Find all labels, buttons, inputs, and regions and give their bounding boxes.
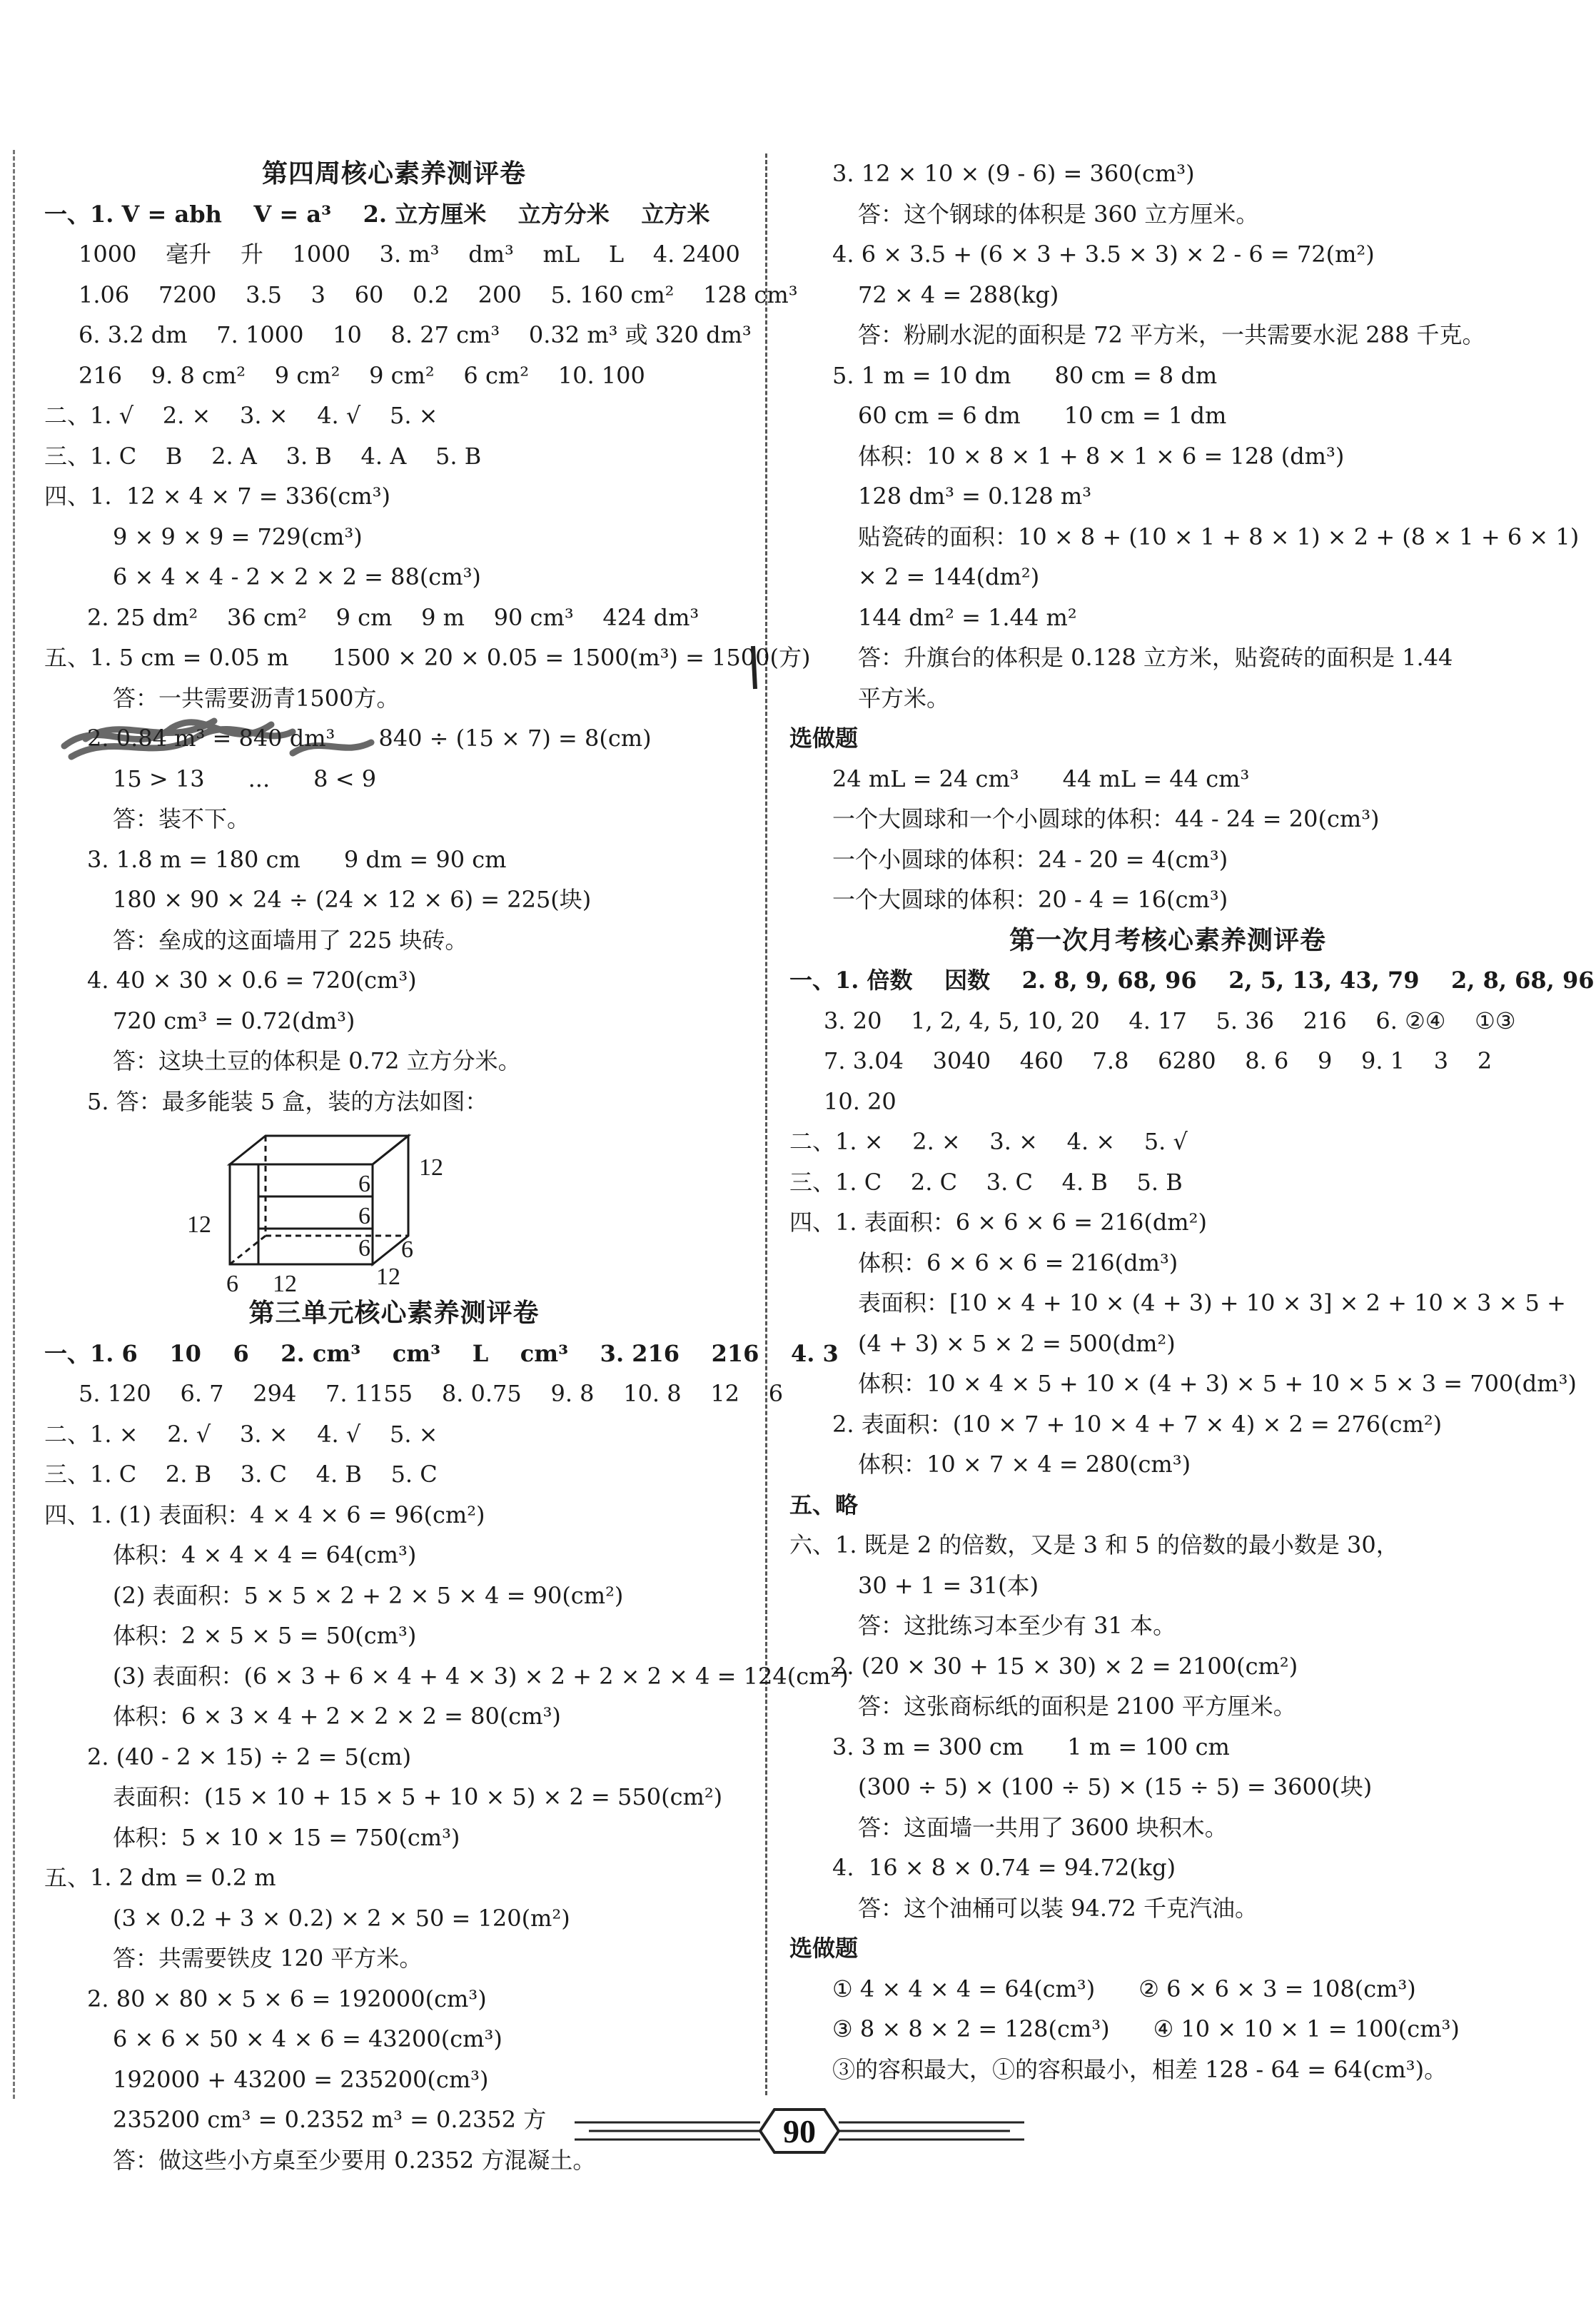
- answer-line: 7. 3.04 3040 460 7.8 6280 8. 6 9 9. 1 3 2: [824, 1047, 1493, 1074]
- answer-line: 体积：5 × 10 × 15 = 750(cm³): [113, 1823, 460, 1851]
- answer-line: × 2 = 144(dm²): [858, 563, 1040, 590]
- answer-line: 一、1. 倍数 因数 2. 8, 9, 68, 96 2, 5, 13, 43, 79 2, 8, 68, 96: [789, 967, 1595, 994]
- answer-line: 192000 + 43200 = 235200(cm³): [113, 2065, 489, 2093]
- cuboid-drawing: [187, 1122, 487, 1293]
- fig-label: 6: [226, 1271, 238, 1293]
- answer-line: 3. 12 × 10 × (9 - 6) = 360(cm³): [832, 160, 1195, 187]
- answer-line: 3. 1.8 m = 180 cm 9 dm = 90 cm: [87, 845, 507, 873]
- ink-mark: [742, 642, 764, 692]
- answer-line: 5. 答：最多能装 5 盒，装的方法如图：: [87, 1087, 488, 1115]
- answer-line: 一、1. V = abh V = a³ 2. 立方厘米 立方分米 立方米: [44, 200, 710, 228]
- answer-line: 体积：10 × 4 × 5 + 10 × (4 + 3) × 5 + 10 × 5 × 3 = 700(dm³): [858, 1370, 1577, 1397]
- answer-line: 二、1. √ 2. × 3. × 4. √ 5. ×: [44, 402, 438, 429]
- answer-line: (2) 表面积：5 × 5 × 2 + 2 × 5 × 4 = 90(cm²): [113, 1581, 624, 1609]
- answer-line: 2. 表面积：(10 × 7 + 10 × 4 + 7 × 4) × 2 = 276(cm²): [832, 1410, 1443, 1438]
- cuboid-packing-figure: [44, 1122, 744, 1293]
- fig-label: 12: [419, 1154, 443, 1181]
- answer-line: 1.06 7200 3.5 3 60 0.2 200 5. 160 cm² 128 cm³: [79, 281, 798, 308]
- answer-line: 二、1. × 2. × 3. × 4. × 5. √: [789, 1128, 1188, 1155]
- answer-line: 9 × 9 × 9 = 729(cm³): [113, 523, 363, 550]
- answer-line: 6 × 6 × 50 × 4 × 6 = 43200(cm³): [113, 2025, 502, 2052]
- right-column: [789, 153, 1595, 2090]
- answer-line: 四、1. (1) 表面积：4 × 4 × 6 = 96(cm²): [44, 1501, 485, 1528]
- answer-line: 答：这张商标纸的面积是 2100 平方厘米。: [858, 1693, 1296, 1720]
- answer-line: 答：垒成的这面墙用了 225 块砖。: [113, 926, 468, 954]
- section-title-unit3: 第三单元核心素养测评卷: [248, 1298, 540, 1328]
- page-number: 90: [783, 2113, 816, 2150]
- answer-line: 4. 16 × 8 × 0.74 = 94.72(kg): [832, 1854, 1176, 1881]
- answer-line: 答：共需要铁皮 120 平方米。: [113, 1945, 423, 1972]
- answer-line: 答：粉刷水泥的面积是 72 平方米，一共需要水泥 288 千克。: [858, 321, 1485, 348]
- answer-line: 三、1. C 2. B 3. C 4. B 5. C: [44, 1461, 438, 1488]
- answer-line: 答：装不下。: [113, 805, 251, 832]
- answer-line: 五、1. 5 cm = 0.05 m 1500 × 20 × 0.05 = 1500(m³) = 1500(方): [44, 644, 811, 671]
- answer-line: 答：一共需要沥青1500方。: [113, 684, 400, 712]
- answer-line: 6 × 4 × 4 - 2 × 2 × 2 = 88(cm³): [113, 563, 481, 590]
- answer-line: 3. 3 m = 300 cm 1 m = 100 cm: [832, 1733, 1230, 1760]
- answer-line: 答：做这些小方桌至少要用 0.2352 方混凝土。: [113, 2146, 596, 2174]
- answer-line: 60 cm = 6 dm 10 cm = 1 dm: [858, 402, 1227, 429]
- answer-line: 2. 25 dm² 36 cm² 9 cm 9 m 90 cm³ 424 dm³: [87, 603, 699, 631]
- answer-line: (4 + 3) × 5 × 2 = 500(dm²): [858, 1329, 1176, 1357]
- page-number-badge: [567, 2095, 1031, 2167]
- answer-line: 一个大圆球的体积：20 - 4 = 16(cm³): [832, 886, 1228, 913]
- answer-line: 答：这批练习本至少有 31 本。: [858, 1612, 1176, 1639]
- fig-label: 6: [401, 1236, 413, 1263]
- section-title-monthly-test1: 第一次月考核心素养测评卷: [1009, 924, 1326, 955]
- answer-line: 4. 40 × 30 × 0.6 = 720(cm³): [87, 967, 417, 994]
- answer-line: 贴瓷砖的面积：10 × 8 + (10 × 1 + 8 × 1) × 2 + (8 × 1 + 6 × 1): [858, 523, 1580, 550]
- answer-line: 一个大圆球和一个小圆球的体积：44 - 24 = 20(cm³): [832, 805, 1380, 832]
- optional-heading: 选做题: [789, 725, 859, 752]
- answer-line: 四、1. 表面积：6 × 6 × 6 = 216(dm²): [789, 1209, 1207, 1236]
- fig-label: 12: [273, 1271, 297, 1293]
- answer-line: 答：这个油桶可以装 94.72 千克汽油。: [858, 1894, 1258, 1922]
- answer-line: 体积：6 × 6 × 6 = 216(dm³): [858, 1249, 1178, 1276]
- fig-label: 6: [358, 1171, 370, 1197]
- fig-label: 12: [187, 1211, 211, 1238]
- answer-line: 10. 20: [824, 1087, 897, 1115]
- answer-line: 1000 毫升 升 1000 3. m³ dm³ mL L 4. 2400: [79, 241, 740, 268]
- answer-line: 体积：10 × 8 × 1 + 8 × 1 × 6 = 128 (dm³): [858, 442, 1345, 470]
- answer-line: 128 dm³ = 0.128 m³: [858, 483, 1092, 510]
- answer-line: 72 × 4 = 288(kg): [858, 281, 1059, 308]
- answer-line: 2. 80 × 80 × 5 × 6 = 192000(cm³): [87, 1985, 487, 2012]
- answer-line: 30 + 1 = 31(本): [858, 1571, 1039, 1599]
- answer-line: 四、1. 12 × 4 × 7 = 336(cm³): [44, 483, 390, 510]
- answer-line: 体积：6 × 3 × 4 + 2 × 2 × 2 = 80(cm³): [113, 1703, 561, 1730]
- answer-line: 表面积：(15 × 10 + 15 × 5 + 10 × 5) × 2 = 550(cm²): [113, 1783, 723, 1810]
- fig-label: 6: [358, 1203, 370, 1229]
- answer-line: 二、1. × 2. √ 3. × 4. √ 5. ×: [44, 1420, 438, 1448]
- answer-line: 一个小圆球的体积：24 - 20 = 4(cm³): [832, 845, 1228, 873]
- answer-line: 三、1. C B 2. A 3. B 4. A 5. B: [44, 442, 482, 470]
- answer-line: 180 × 90 × 24 ÷ (24 × 12 × 6) = 225(块): [113, 886, 592, 913]
- answer-line: (3 × 0.2 + 3 × 0.2) × 2 × 50 = 120(m²): [113, 1904, 570, 1932]
- answer-line: 体积：4 × 4 × 4 = 64(cm³): [113, 1541, 417, 1568]
- answer-line: 235200 cm³ = 0.2352 m³ = 0.2352 方: [113, 2106, 547, 2133]
- ink-scribble: [57, 703, 414, 767]
- answer-line: 答：这面墙一共用了 3600 块积木。: [858, 1813, 1228, 1841]
- fig-label: 12: [376, 1264, 400, 1290]
- answer-line: 五、略: [789, 1491, 859, 1518]
- answer-line: (300 ÷ 5) × (100 ÷ 5) × (15 ÷ 5) = 3600(块): [858, 1773, 1373, 1800]
- answer-line: 答：这个钢球的体积是 360 立方厘米。: [858, 200, 1259, 228]
- answer-line: 体积：10 × 7 × 4 = 280(cm³): [858, 1451, 1191, 1478]
- answer-line: ③的容积最大，①的容积最小，相差 128 - 64 = 64(cm³)。: [832, 2055, 1448, 2083]
- margin-dashed-line: [13, 150, 15, 2099]
- answer-line: 15 > 13 ... 8 < 9: [113, 765, 377, 792]
- answer-line: 答：这块土豆的体积是 0.72 立方分米。: [113, 1047, 521, 1074]
- answer-line: 一、1. 6 10 6 2. cm³ cm³ L cm³ 3. 216 216 4. 3: [44, 1339, 839, 1367]
- answer-line: 答：升旗台的体积是 0.128 立方米，贴瓷砖的面积是 1.44: [858, 644, 1453, 671]
- page-footer: [0, 2095, 1596, 2167]
- answer-line: (3) 表面积：(6 × 3 + 6 × 4 + 4 × 3) × 2 + 2 × 2 × 4 = 124(cm²): [113, 1662, 849, 1690]
- answer-line: 六、1. 既是 2 的倍数，又是 3 和 5 的倍数的最小数是 30，: [789, 1531, 1399, 1558]
- answer-line: 5. 1 m = 10 dm 80 cm = 8 dm: [832, 361, 1218, 389]
- answer-line: 216 9. 8 cm² 9 cm² 9 cm² 6 cm² 10. 100: [79, 361, 645, 389]
- answer-line: ③ 8 × 8 × 2 = 128(cm³) ④ 10 × 10 × 1 = 100(cm³): [832, 2015, 1460, 2042]
- fig-label: 6: [358, 1235, 370, 1261]
- answer-line: 144 dm² = 1.44 m²: [858, 603, 1077, 631]
- answer-line: 2. (20 × 30 + 15 × 30) × 2 = 2100(cm²): [832, 1652, 1298, 1680]
- answer-line: 6. 3.2 dm 7. 1000 10 8. 27 cm³ 0.32 m³ 或 320 dm³: [79, 321, 752, 348]
- answer-line: 3. 20 1, 2, 4, 5, 10, 20 4. 17 5. 36 216 6. ②④ ①③: [824, 1007, 1516, 1034]
- answer-line: 24 mL = 24 cm³ 44 mL = 44 cm³: [832, 765, 1250, 792]
- section-title-week4: 第四周核心素养测评卷: [261, 158, 526, 188]
- answer-line: 720 cm³ = 0.72(dm³): [113, 1007, 355, 1034]
- answer-line: 表面积：[10 × 4 + 10 × (4 + 3) + 10 × 3] × 2 + 10 × 3 × 5 +: [858, 1289, 1566, 1316]
- answer-line: 平方米。: [858, 684, 950, 712]
- answer-line: 2. (40 - 2 × 15) ÷ 2 = 5(cm): [87, 1743, 412, 1770]
- answer-line: 体积：2 × 5 × 5 = 50(cm³): [113, 1622, 417, 1649]
- optional-heading: 选做题: [789, 1935, 859, 1962]
- answer-line: 4. 6 × 3.5 + (6 × 3 + 3.5 × 3) × 2 - 6 = 72(m²): [832, 241, 1375, 268]
- answer-line: 5. 120 6. 7 294 7. 1155 8. 0.75 9. 8 10. 8 12 6: [79, 1380, 784, 1407]
- answer-line: 三、1. C 2. C 3. C 4. B 5. B: [789, 1168, 1183, 1196]
- column-divider: [765, 153, 767, 2095]
- answer-line: ① 4 × 4 × 4 = 64(cm³) ② 6 × 6 × 3 = 108(cm³): [832, 1975, 1416, 2002]
- answer-line: 五、1. 2 dm = 0.2 m: [44, 1864, 276, 1891]
- answer-line: 2. 0.84 m³ = 840 dm³ 840 ÷ (15 × 7) = 8(cm): [87, 725, 652, 752]
